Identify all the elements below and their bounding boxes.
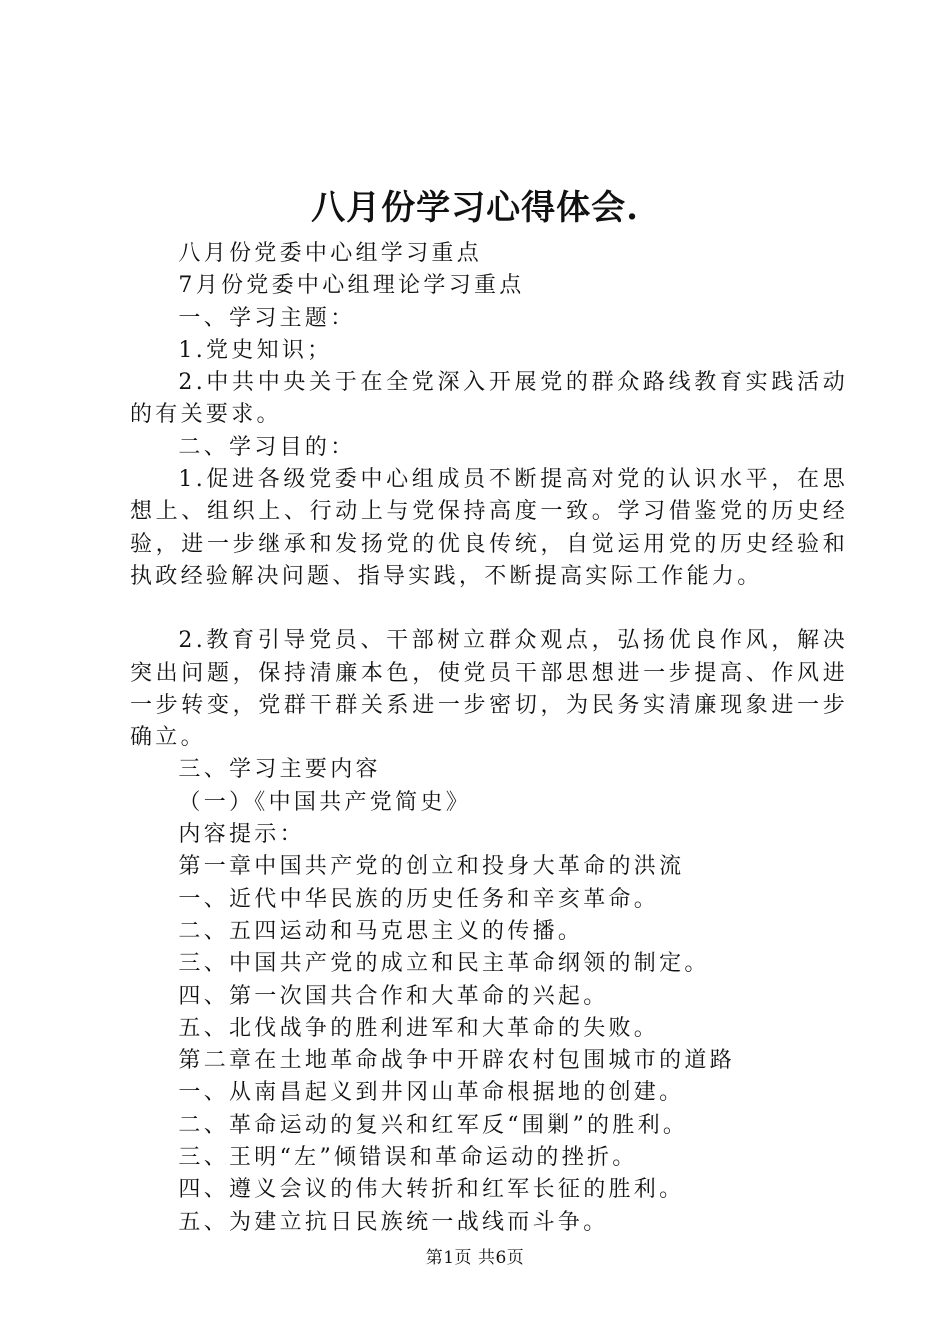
paragraph: （一）《中国共产党简史》 — [178, 789, 471, 815]
document-title: 八月份学习心得体会. — [311, 188, 639, 228]
paragraph: 五、北伐战争的胜利进军和大革命的失败。 — [178, 1015, 660, 1041]
paragraph-spacer — [130, 593, 848, 625]
paragraph: 7月份党委中心组理论学习重点 — [178, 273, 525, 299]
document-body — [130, 238, 848, 1239]
paragraph: 三、王明“左”倾错误和革命运动的挫折。 — [178, 1145, 638, 1171]
paragraph: 四、遵义会议的伟大转折和红军长征的胜利。 — [178, 1177, 685, 1203]
paragraph: 五、为建立抗日民族统一战线而斗争。 — [178, 1209, 609, 1235]
paragraph: 2.教育引导党员、干部树立群众观点，弘扬优良作风，解决突出问题，保持清廉本色，使党员干部思想进一步提高、作风进一步转变，党群干群关系进一步密切，为民务实清廉现象进一步确立。 — [130, 628, 848, 751]
paragraph: 1.党史知识； — [178, 337, 333, 363]
paragraph: 一、从南昌起义到井冈山革命根据地的创建。 — [178, 1080, 685, 1106]
paragraph: 2.中共中央关于在全党深入开展党的群众路线教育实践活动的有关要求。 — [130, 370, 848, 428]
paragraph: 第二章在土地革命战争中开辟农村包围城市的道路 — [178, 1048, 735, 1074]
paragraph: 三、中国共产党的成立和民主革命纲领的制定。 — [178, 951, 710, 977]
paragraph: 一、学习主题： — [178, 305, 356, 331]
paragraph: 三、学习主要内容 — [178, 757, 381, 783]
paragraph: 二、五四运动和马克思主义的传播。 — [178, 918, 584, 944]
paragraph: 第一章中国共产党的创立和投身大革命的洪流 — [178, 854, 685, 880]
paragraph: 八月份党委中心组学习重点 — [178, 241, 482, 266]
paragraph: 1.促进各级党委中心组成员不断提高对党的认识水平，在思想上、组织上、行动上与党保持高度一致。学习借鉴党的历史经验，进一步继承和发扬党的优良传统，自觉运用党的历史经验和执政经验解决问题、指导实践，不断提高实际工作能力。 — [130, 467, 848, 589]
paragraph: 二、学习目的： — [178, 434, 356, 460]
paragraph: 二、革命运动的复兴和红军反“围剿”的胜利。 — [178, 1112, 689, 1138]
paragraph: 四、第一次国共合作和大革命的兴起。 — [178, 983, 609, 1009]
paragraph: 内容提示： — [178, 822, 305, 848]
page-footer: 第1页 共6页 — [425, 1248, 525, 1268]
paragraph: 一、近代中华民族的历史任务和辛亥革命。 — [178, 886, 660, 912]
